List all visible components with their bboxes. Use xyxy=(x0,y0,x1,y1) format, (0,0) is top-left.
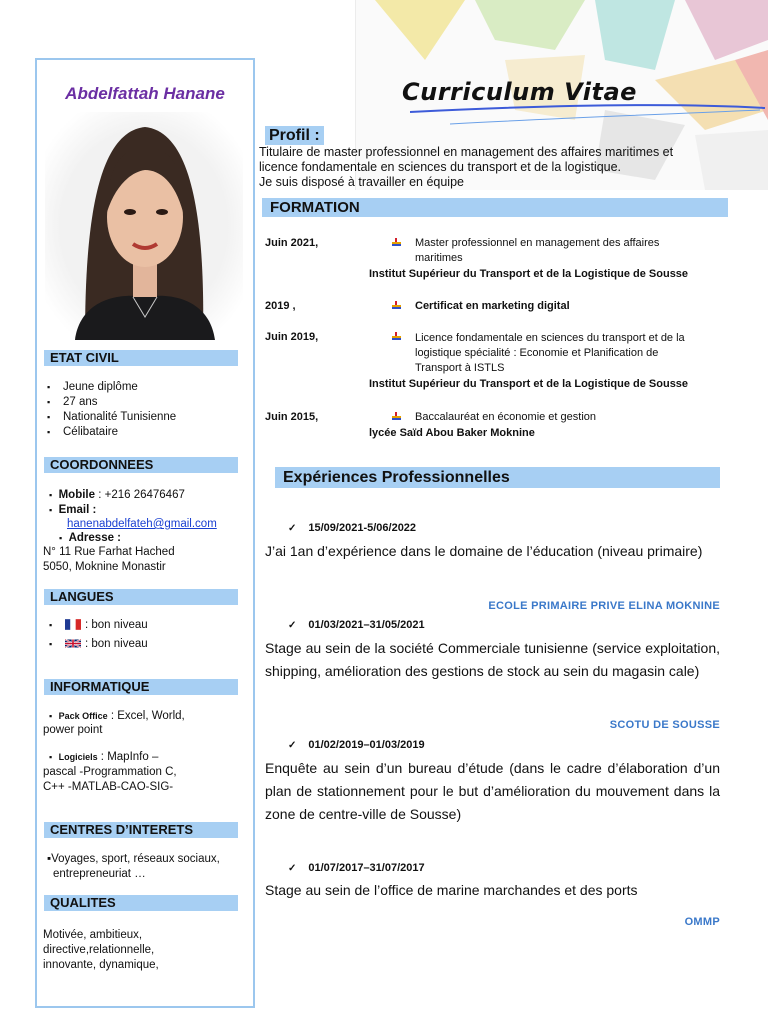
french-flag-icon xyxy=(65,619,81,630)
adresse-separator: : xyxy=(113,532,122,544)
formation-description: Certificat en marketing digital xyxy=(415,300,570,312)
langues-heading: LANGUES xyxy=(44,589,238,605)
logiciels-line: ▪ Logiciels : MapInfo – xyxy=(49,751,159,763)
experiences-heading: Expériences Professionnelles xyxy=(275,467,720,488)
experience-date xyxy=(288,862,425,874)
interets-line2: entrepreneuriat … xyxy=(53,868,146,880)
formation-heading: FORMATION xyxy=(262,198,728,217)
experience-organization: OMMP xyxy=(684,916,720,928)
experience-organization: ECOLE PRIMAIRE PRIVE ELINA MOKNINE xyxy=(488,600,720,612)
bullet-icon xyxy=(392,301,401,310)
etat-civil-list xyxy=(43,380,176,440)
pack-office-value: : Excel, World, xyxy=(107,710,185,722)
formation-line: logistique spécialité : Economie et Planification de xyxy=(415,347,659,359)
checkmark-icon: ✓ xyxy=(288,620,297,631)
adresse-line2: 5050, Moknine Monastir xyxy=(43,561,166,573)
formation-institution: lycée Saïd Abou Baker Moknine xyxy=(369,427,535,439)
experience-text: Enquête au sein d’un bureau d’étude (dans le cadre d’élaboration d’un plan de stationnement pour le but d’amélioration du mouvement dans la zone de centre-ville de Sousse) xyxy=(265,760,720,822)
bullet-icon xyxy=(392,412,401,421)
checkmark-icon: ✓ xyxy=(288,740,297,751)
logiciels-value2: pascal -Programmation C, xyxy=(43,766,177,778)
profil-line: Titulaire de master professionnel en management des affaires maritimes et xyxy=(259,145,674,159)
pack-office-line: ▪ Pack Office : Excel, World, xyxy=(49,710,185,722)
qualites-line1: Motivée, ambitieux, xyxy=(43,929,143,941)
formation-institution: Institut Supérieur du Transport et de la Logistique de Sousse xyxy=(369,378,689,390)
email-label: Email xyxy=(58,504,90,516)
experience-text: J’ai 1an d’expérience dans le domaine de l’éducation (niveau primaire) xyxy=(265,543,703,559)
logiciels-value3: C++ -MATLAB-CAO-SIG- xyxy=(43,781,174,793)
checkmark-icon: ✓ xyxy=(288,863,297,874)
coordonnees-heading: COORDONNEES xyxy=(44,457,238,473)
langue-french: ▪ : bon niveau xyxy=(49,619,148,631)
adresse-line: ▪ Adresse : xyxy=(59,532,122,544)
formation-date: Juin 2015, xyxy=(265,411,319,423)
logiciels-value: : MapInfo – xyxy=(97,751,159,763)
profil-heading: Profil : xyxy=(265,126,324,145)
langue-level: : bon niveau xyxy=(84,619,148,631)
mobile-line: ▪ Mobile : +216 26476467 xyxy=(49,489,185,501)
formation-line: Licence fondamentale en sciences du transport et de la xyxy=(415,332,685,344)
formation-date: Juin 2019, xyxy=(265,331,319,343)
experience-organization: SCOTU DE SOUSSE xyxy=(609,719,720,731)
list-item: ▪ Jeune diplôme xyxy=(63,380,176,395)
interets-line1: ▪Voyages, sport, réseaux sociaux, xyxy=(47,853,220,865)
profil-line: Je suis disposé à travailler en équipe xyxy=(259,175,464,189)
formation-date: 2019 , xyxy=(265,300,296,312)
langue-level: : bon niveau xyxy=(84,638,148,650)
langue-english: ▪ : bon niveau xyxy=(49,638,148,650)
etat-civil-heading: ETAT CIVIL xyxy=(44,350,238,366)
bullet-icon xyxy=(392,238,401,247)
experience-date xyxy=(288,619,425,631)
title-underline-swoosh xyxy=(410,98,768,128)
adresse-label: Adresse xyxy=(68,532,114,544)
experience-date xyxy=(288,739,425,751)
mobile-label: Mobile xyxy=(58,489,96,501)
email-separator: : xyxy=(89,504,97,516)
pack-office-value2: power point xyxy=(43,724,103,736)
uk-flag-icon xyxy=(65,638,81,649)
qualites-heading: QUALITES xyxy=(44,895,238,911)
formation-line: Transport à ISTLS xyxy=(415,362,505,374)
mobile-value: : +216 26476467 xyxy=(95,489,185,501)
experience-text: Stage au sein de la société Commerciale tunisienne (service exploitation, shipping, amélioration des gestions de stock au sein du magasin cale) xyxy=(265,640,720,679)
formation-line: Master professionnel en management des affaires xyxy=(415,237,660,249)
experience-date xyxy=(288,522,416,534)
sidebar xyxy=(35,58,255,1008)
pack-office-label: Pack Office xyxy=(58,711,108,721)
formation-description xyxy=(415,236,740,266)
email-link[interactable]: hanenabdelfateh@gmail.com xyxy=(67,518,217,530)
list-item: ▪ Célibataire xyxy=(63,425,176,440)
candidate-name: Abdelfattah Hanane xyxy=(65,84,225,103)
formation-line: maritimes xyxy=(415,252,463,264)
experience-text: Stage au sein de l’office de marine marchandes et des ports xyxy=(265,882,638,898)
profil-line: licence fondamentale en sciences du transport et de la logistique. xyxy=(259,160,622,174)
interets-heading: CENTRES D’INTERETS xyxy=(44,822,238,838)
experience-date-text: 01/03/2021–31/05/2021 xyxy=(308,619,425,631)
formation-description: Baccalauréat en économie et gestion xyxy=(415,411,597,423)
experience-date-text: 01/02/2019–01/03/2019 xyxy=(308,739,425,751)
formation-institution: Institut Supérieur du Transport et de la Logistique de Sousse xyxy=(369,268,689,280)
adresse-line1: N° 11 Rue Farhat Hached xyxy=(43,546,175,558)
profile-photo xyxy=(45,112,243,340)
qualites-line2: directive,relationnelle, xyxy=(43,944,155,956)
formation-date: Juin 2021, xyxy=(265,237,319,249)
bullet-icon xyxy=(392,332,401,341)
profil-text xyxy=(259,145,759,190)
experience-date-text: 01/07/2017–31/07/2017 xyxy=(308,862,425,874)
experience-date-text: 15/09/2021-5/06/2022 xyxy=(308,522,417,534)
logiciels-label: Logiciels xyxy=(58,752,98,762)
email-line: ▪ Email : xyxy=(49,504,97,516)
informatique-heading: INFORMATIQUE xyxy=(44,679,238,695)
checkmark-icon: ✓ xyxy=(288,523,297,534)
list-item: ▪ Nationalité Tunisienne xyxy=(63,410,176,425)
qualites-line3: innovante, dynamique, xyxy=(43,959,159,971)
formation-description xyxy=(415,331,740,376)
list-item: ▪ 27 ans xyxy=(63,395,176,410)
document-title: Curriculum Vitae xyxy=(402,78,637,106)
